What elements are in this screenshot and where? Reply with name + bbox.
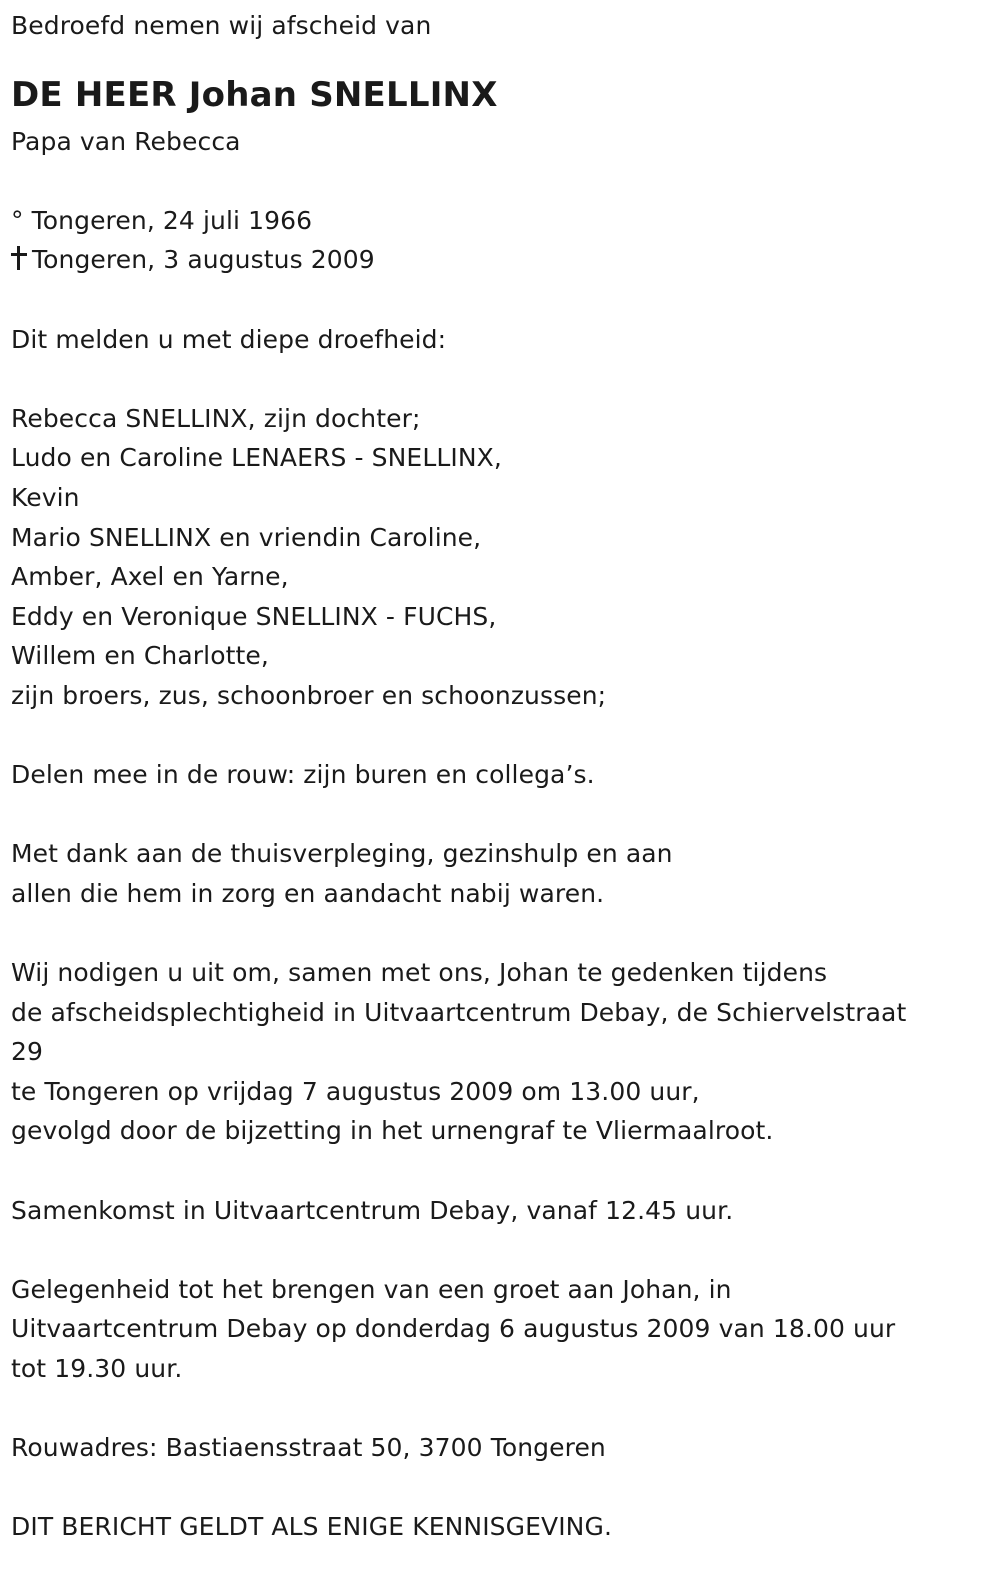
- death-text: Tongeren, 3 augustus 2009: [32, 245, 375, 275]
- spacer: [11, 913, 986, 953]
- notice-text: DIT BERICHT GELDT ALS ENIGE KENNISGEVING.: [11, 1512, 612, 1542]
- spacer: [11, 280, 986, 320]
- ceremony-line: gevolgd door de bijzetting in het urnengraf te Vliermaalroot.: [11, 1116, 774, 1146]
- mourning-text: Delen mee in de rouw: zijn buren en collega’s.: [11, 760, 595, 790]
- family-line: Rebecca SNELLINX, zijn dochter;: [11, 403, 421, 433]
- deceased-name: DE HEER Johan SNELLINX: [11, 74, 498, 115]
- family-line: Mario SNELLINX en vriendin Caroline,: [11, 522, 482, 552]
- spacer: [11, 46, 986, 68]
- family-line: Willem en Charlotte,: [11, 641, 269, 671]
- birth-line: ° Tongeren, 24 juli 1966: [11, 205, 313, 235]
- spacer: [11, 1389, 986, 1429]
- family-line: Kevin: [11, 482, 80, 512]
- spacer: [11, 1151, 986, 1191]
- thanks-paragraph: [11, 834, 986, 913]
- ceremony-line: te Tongeren op vrijdag 7 augustus 2009 om 13.00 uur,: [11, 1076, 700, 1106]
- ceremony-line: de afscheidsplechtigheid in Uitvaartcentrum Debay, de Schiervelstraat: [11, 997, 907, 1027]
- family-line: Amber, Axel en Yarne,: [11, 562, 289, 592]
- announcement-text: Dit melden u met diepe droefheid:: [11, 324, 447, 354]
- spacer: [11, 359, 986, 399]
- visitation-line: tot 19.30 uur.: [11, 1354, 183, 1383]
- family-line: Eddy en Veronique SNELLINX - FUCHS,: [11, 601, 497, 631]
- spacer: [11, 716, 986, 756]
- deceased-subtitle: Papa van Rebecca: [11, 126, 241, 156]
- ceremony-line: Wij nodigen u uit om, samen met ons, Johan te gedenken tijdens: [11, 958, 828, 988]
- spacer: [11, 161, 986, 201]
- intro-text: Bedroefd nemen wij afscheid van: [11, 11, 432, 40]
- visitation-line: Gelegenheid tot het brengen van een groet aan Johan, in: [11, 1274, 732, 1304]
- family-list: [11, 399, 986, 716]
- thanks-line: allen die hem in zorg en aandacht nabij waren.: [11, 878, 605, 908]
- death-line: [11, 240, 986, 280]
- obituary-notice: [11, 6, 986, 1547]
- address-text: Rouwadres: Bastiaensstraat 50, 3700 Tongeren: [11, 1433, 606, 1463]
- gathering-text: Samenkomst in Uitvaartcentrum Debay, vanaf 12.45 uur.: [11, 1195, 734, 1225]
- spacer: [11, 1468, 986, 1508]
- ceremony-line: 29: [11, 1037, 44, 1067]
- family-line: zijn broers, zus, schoonbroer en schoonzussen;: [11, 680, 607, 710]
- spacer: [11, 1230, 986, 1270]
- thanks-line: Met dank aan de thuisverpleging, gezinshulp en aan: [11, 839, 673, 869]
- spacer: [11, 795, 986, 835]
- visitation-paragraph: [11, 1270, 986, 1389]
- family-line: Ludo en Caroline LENAERS - SNELLINX,: [11, 443, 502, 473]
- cross-icon: [11, 246, 27, 270]
- ceremony-paragraph: [11, 953, 986, 1151]
- visitation-line: Uitvaartcentrum Debay op donderdag 6 augustus 2009 van 18.00 uur: [11, 1314, 896, 1344]
